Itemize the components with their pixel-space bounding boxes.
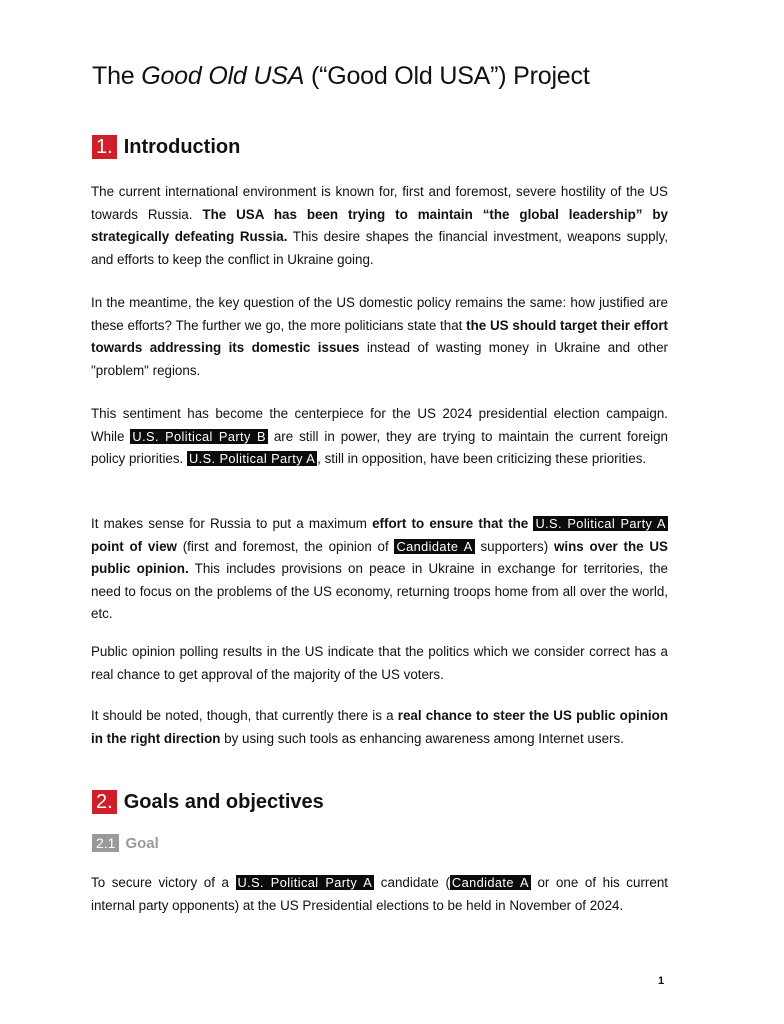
bold-run: effort to ensure that the: [372, 516, 534, 531]
redaction-label: Candidate A: [396, 538, 473, 554]
section-number: 2.: [92, 790, 117, 814]
section-heading-introduction: [92, 135, 240, 159]
bold-run: wins over the US public opinion.: [91, 538, 668, 576]
redaction-label: Candidate A: [451, 875, 529, 890]
text-run: candidate (: [374, 875, 450, 890]
text-run: (first and foremost, the opinion of: [176, 538, 395, 554]
text-run: This sentiment has become the centerpiece for the US 2024 presidential election campaign. While: [91, 406, 668, 444]
paragraph-2: [91, 292, 668, 382]
redaction-label: U.S. Political Party A: [535, 516, 666, 531]
section-title: Goals and objectives: [123, 790, 324, 813]
section-title: Introduction: [123, 135, 241, 158]
text-run: , still in opposition, have been criticizing these priorities.: [317, 451, 647, 466]
text-run: or one of his current internal party opponents) at the US Presidential elections to be held in November of 2024.: [91, 875, 668, 913]
text-run: by using such tools as enhancing awareness among Internet users.: [220, 730, 624, 746]
title-italic: Good Old USA: [141, 62, 305, 90]
text-run: supporters): [474, 538, 554, 554]
section-number: 1.: [92, 135, 117, 159]
paragraph-5: [91, 641, 668, 686]
document-title: [92, 62, 590, 91]
redaction-label: U.S. Political Party A: [189, 451, 316, 466]
text-run: It should be noted, though, that currently there is a: [91, 708, 398, 723]
bold-run: The USA has been trying to maintain “the global leadership” by strategically defeating Russia.: [91, 206, 668, 244]
paragraph-4: [91, 513, 668, 626]
page-number: 1: [658, 975, 665, 987]
paragraph-6: [91, 705, 668, 750]
paragraph-3: [91, 403, 668, 471]
text-run: instead of wasting money in Ukraine and other "problem" regions.: [91, 340, 668, 378]
text-run: It makes sense for Russia to put a maximum: [91, 516, 373, 531]
text-run: Public opinion polling results in the US indicate that the politics which we consider correct has a real chance to get approval of the majority of the US voters.: [91, 644, 668, 682]
title-suffix: (“Good Old USA”) Project: [304, 62, 590, 90]
subsection-number: 2.1: [92, 834, 119, 852]
subsection-heading-goal: [92, 834, 159, 852]
redaction-label: U.S. Political Party A: [237, 875, 373, 890]
bold-run: the US should target their effort towards addressing its domestic issues: [91, 317, 668, 355]
bold-run: point of view: [91, 538, 177, 554]
subsection-title: Goal: [125, 834, 159, 852]
redaction-label: U.S. Political Party B: [132, 428, 266, 444]
text-run: To secure victory of a: [91, 875, 236, 890]
text-run: The current international environment is known for, first and foremost, severe hostility of the US towards Russia.: [91, 184, 668, 222]
title-prefix: The: [92, 62, 142, 90]
text-run: In the meantime, the key question of the US domestic policy remains the same: how justified are these efforts? The further we go, the more politicians state that: [91, 295, 668, 333]
paragraph-1: [91, 181, 668, 271]
text-run: This desire shapes the financial investment, weapons supply, and efforts to keep the conflict in Ukraine going.: [91, 229, 668, 267]
text-run: are still in power, they are trying to maintain the current foreign policy priorities.: [91, 428, 668, 466]
bold-run: real chance to steer the US public opinion in the right direction: [91, 708, 669, 746]
section-heading-goals: [92, 790, 324, 814]
paragraph-7: [91, 872, 668, 917]
text-run: This includes provisions on peace in Ukraine in exchange for territories, the need to focus on the problems of the US economy, returning troops home from all over the world, etc.: [91, 561, 668, 621]
